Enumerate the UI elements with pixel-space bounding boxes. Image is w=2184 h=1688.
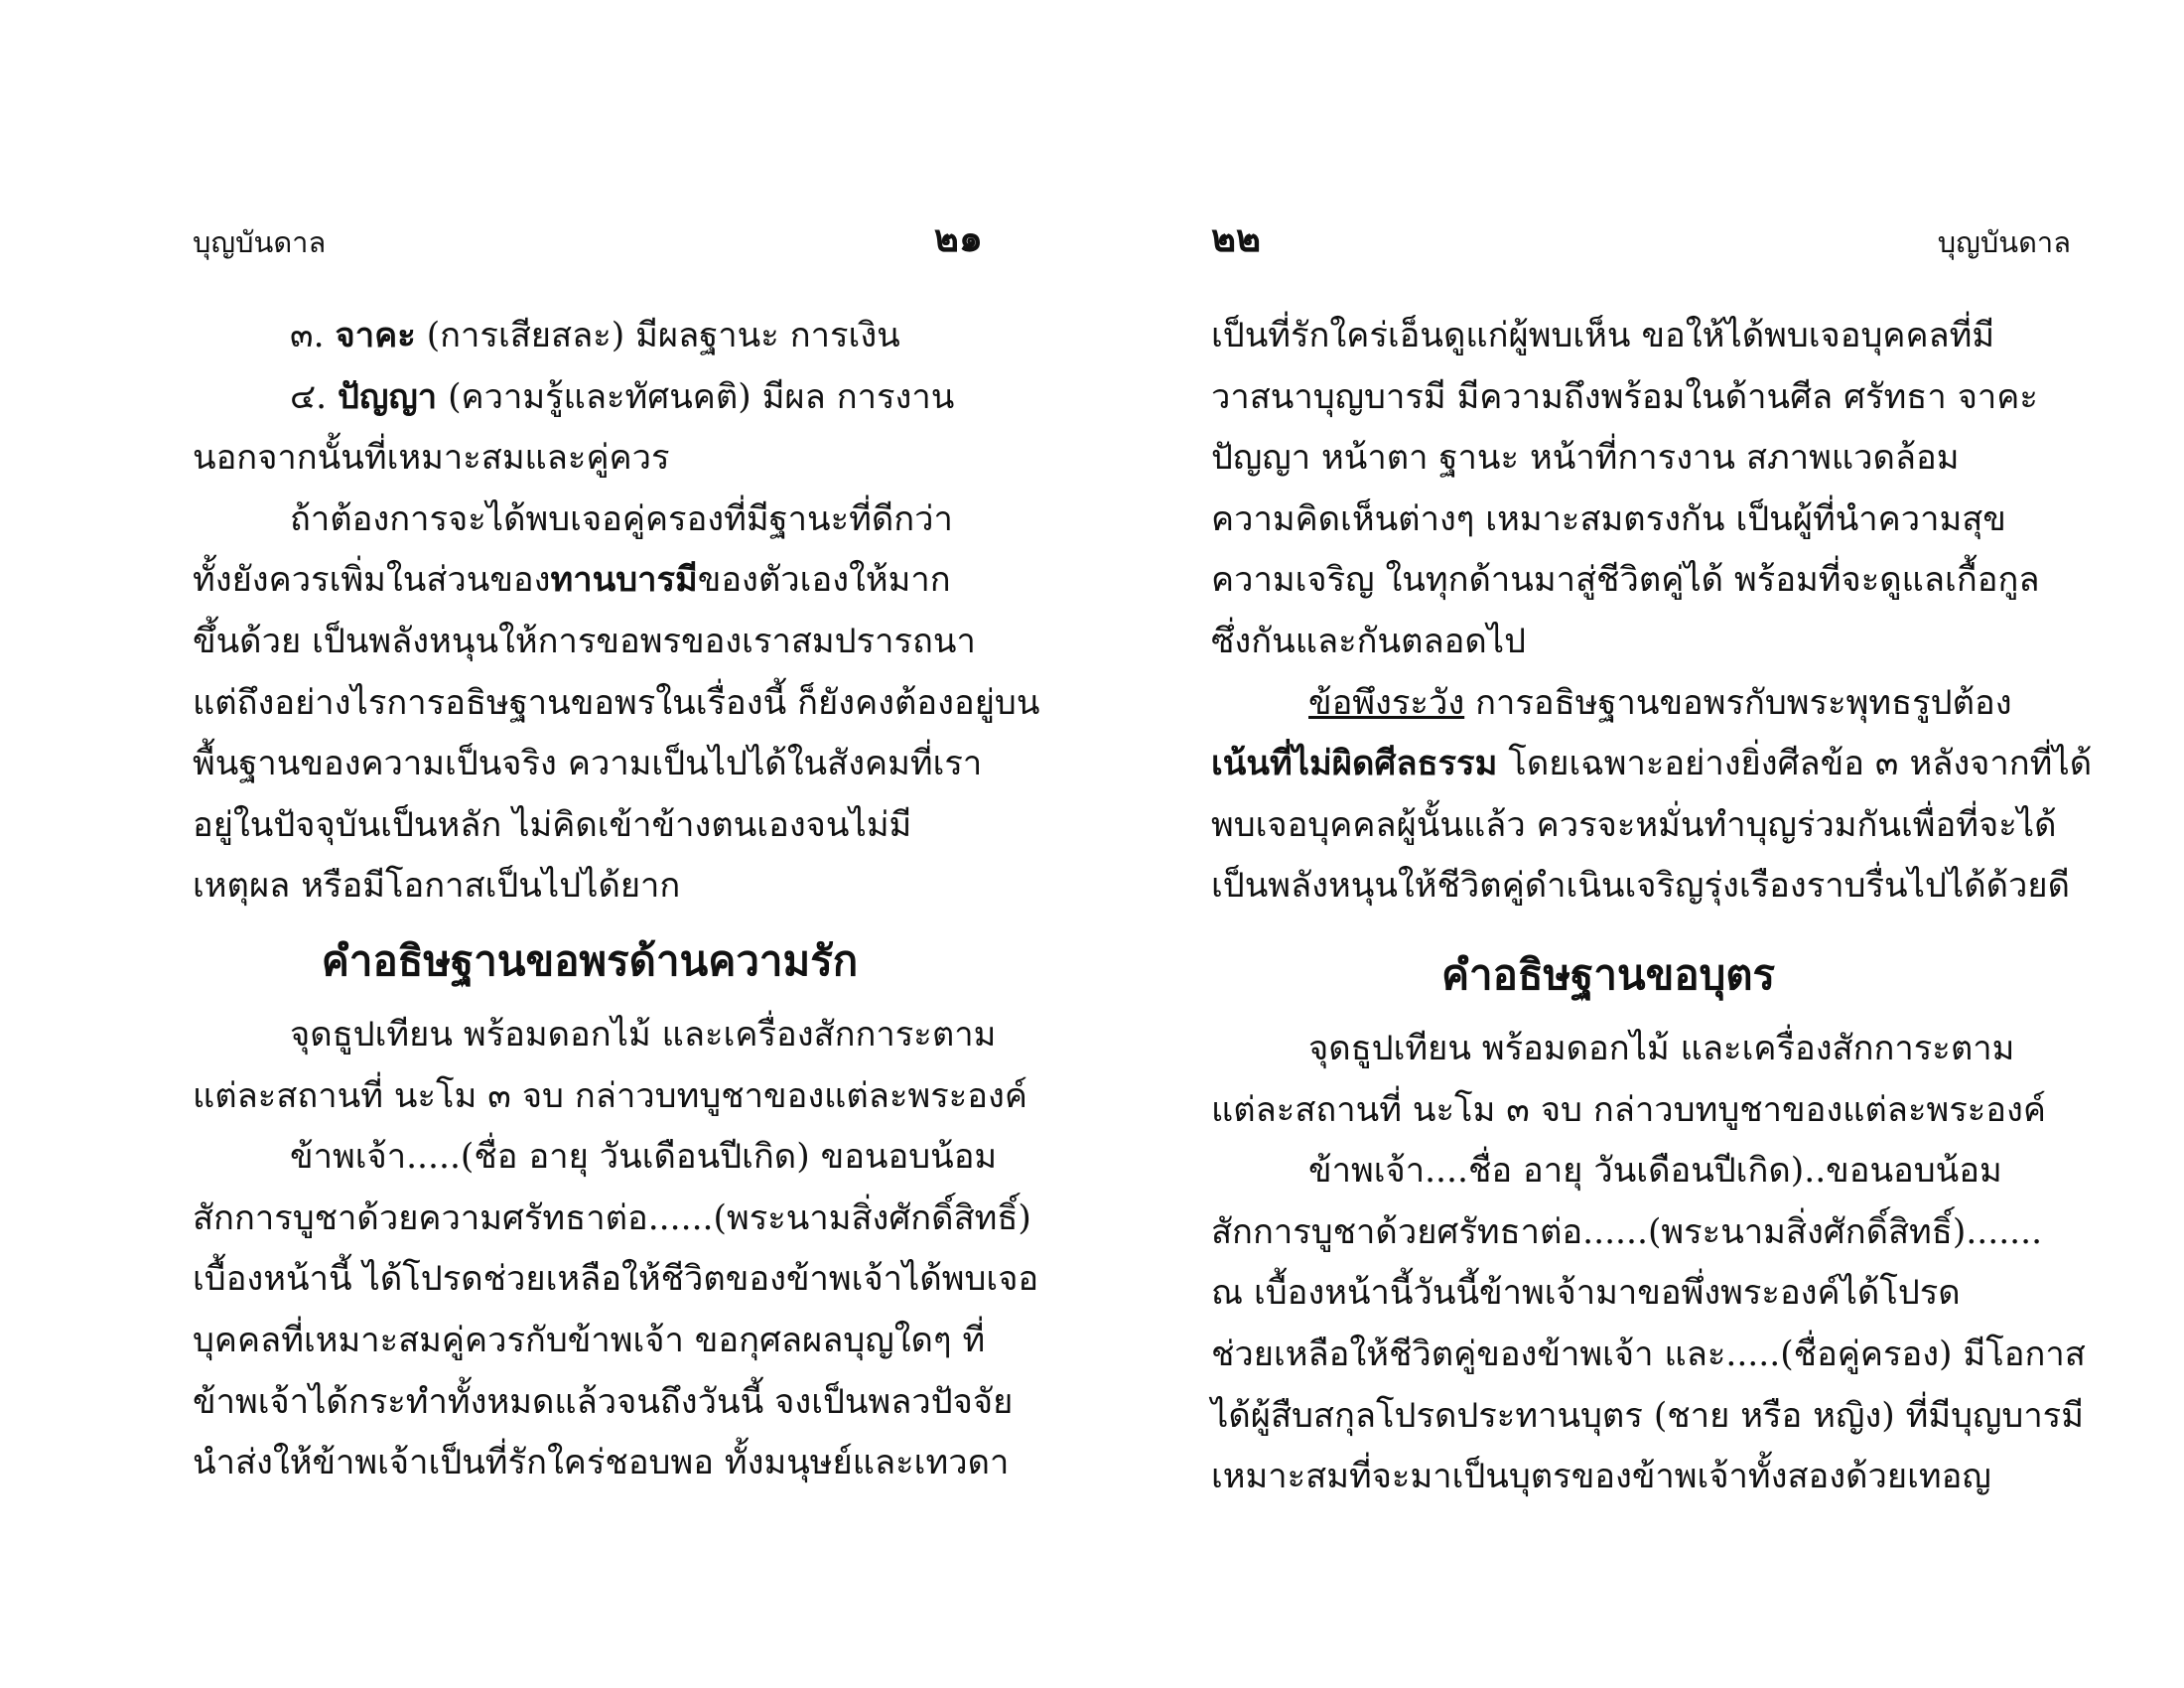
text-line bbox=[193, 367, 987, 429]
text-line: เบื้องหน้านี้ ได้โปรดช่วยเหลือให้ชีวิตของข้าพเจ้าได้พบเจอ bbox=[193, 1259, 1039, 1300]
text-line: ถ้าต้องการจะได้พบเจอคู่ครองที่มีฐานะที่ดีกว่า bbox=[290, 498, 953, 539]
text-line: พื้นฐานของความเป็นจริง ความเป็นไปได้ในสังคมที่เรา bbox=[193, 744, 983, 784]
text-line: ข้าพเจ้า.....(ชื่อ อายุ วันเดือนปีเกิด) ขอนอบน้อม bbox=[290, 1137, 998, 1178]
text-line bbox=[193, 306, 987, 367]
text-line: เหตุผล หรือมีโอกาสเป็นไปได้ยาก bbox=[193, 866, 681, 907]
text-span: (การเสียสละ) มีผลฐานะ การเงิน bbox=[415, 316, 900, 355]
text-line: จุดธูปเทียน พร้อมดอกไม้ และเครื่องสักการะตาม bbox=[290, 1014, 997, 1055]
text-line: ข้าพเจ้า....ชื่อ อายุ วันเดือนปีเกิด)..ขอนอบน้อม bbox=[1308, 1151, 2002, 1192]
text-line: ขึ้นด้วย เป็นพลังหนุนให้การขอพรของเราสมปรารถนา bbox=[193, 621, 976, 661]
section-heading: คำอธิษฐานขอบุตร bbox=[1440, 949, 1776, 999]
text-line: นอกจากนั้นที่เหมาะสมและคู่ควร bbox=[193, 438, 670, 479]
bold-term: เน้นที่ไม่ผิดศีลธรรม bbox=[1211, 744, 1498, 784]
text-span: ของตัวเองให้มาก bbox=[697, 560, 951, 601]
text-line: บุคคลที่เหมาะสมคู่ควรกับข้าพเจ้า ขอกุศลผลบุญใดๆ ที่ bbox=[193, 1320, 986, 1360]
bold-term: ทานบารมี bbox=[550, 560, 698, 601]
text-span: โดยเฉพาะอย่างยิ่งศีลข้อ ๓ หลังจากที่ได้ bbox=[1497, 744, 2093, 784]
text-span: ๔. bbox=[290, 376, 339, 417]
text-line: ณ เบื้องหน้านี้วันนี้ข้าพเจ้ามาขอพึ่งพระองค์ได้โปรด bbox=[1211, 1273, 1961, 1314]
text-line: ซึ่งกันและกันตลอดไป bbox=[1211, 621, 1527, 661]
text-line: เป็นพลังหนุนให้ชีวิตคู่ดำเนินเจริญรุ่งเรืองราบรื่นไปได้ด้วยดี bbox=[1211, 866, 2071, 907]
page-number: ๒๒ bbox=[1211, 215, 1262, 260]
text-line bbox=[193, 550, 987, 612]
text-line: ความเจริญ ในทุกด้านมาสู่ชีวิตคู่ได้ พร้อมที่จะดูแลเกื้อกูล bbox=[1211, 560, 2040, 601]
bold-term: ปัญญา bbox=[338, 376, 438, 417]
text-span: การอธิษฐานขอพรกับพระพุทธรูปต้อง bbox=[1464, 682, 2012, 723]
body-text bbox=[1211, 306, 2093, 1508]
text-line bbox=[1211, 734, 2093, 795]
caution-label: ข้อพึงระวัง bbox=[1308, 682, 1465, 723]
text-line: จุดธูปเทียน พร้อมดอกไม้ และเครื่องสักการะตาม bbox=[1308, 1028, 2015, 1068]
text-line: แต่ละสถานที่ นะโม ๓ จบ กล่าวบทบูชาของแต่ละพระองค์ bbox=[193, 1075, 1027, 1116]
bold-term: จาคะ bbox=[335, 316, 416, 355]
text-line: ปัญญา หน้าตา ฐานะ หน้าที่การงาน สภาพแวดล้อม bbox=[1211, 438, 1960, 479]
text-line: วาสนาบุญบารมี มีความถึงพร้อมในด้านศีล ศรัทธา จาคะ bbox=[1211, 376, 2038, 417]
running-head: บุญบันดาล bbox=[1937, 225, 2071, 259]
text-line bbox=[1211, 673, 2012, 735]
text-span: (ความรู้และทัศนคติ) มีผล การงาน bbox=[437, 376, 955, 417]
text-line: ข้าพเจ้าได้กระทำทั้งหมดแล้วจนถึงวันนี้ จงเป็นพลวปัจจัย bbox=[193, 1381, 1014, 1422]
text-line: เหมาะสมที่จะมาเป็นบุตรของข้าพเจ้าทั้งสองด้วยเทอญ bbox=[1211, 1457, 1991, 1497]
page-number: ๒๑ bbox=[933, 215, 983, 260]
text-line: พบเจอบุคคลผู้นั้นแล้ว ควรจะหมั่นทำบุญร่วมกันเพื่อที่จะได้ bbox=[1211, 804, 2057, 845]
right-page bbox=[1092, 0, 2184, 1688]
text-line: ได้ผู้สืบสกุลโปรดประทานบุตร (ชาย หรือ หญิง) ที่มีบุญบารมี bbox=[1211, 1395, 2084, 1436]
text-line: สักการบูชาด้วยศรัทธาต่อ......(พระนามสิ่งศักดิ์สิทธิ์)....... bbox=[1211, 1211, 2043, 1252]
text-line: นำส่งให้ข้าพเจ้าเป็นที่รักใคร่ชอบพอ ทั้งมนุษย์และเทวดา bbox=[193, 1443, 1010, 1483]
text-line: ช่วยเหลือให้ชีวิตคู่ของข้าพเจ้า และ.....(ชื่อคู่ครอง) มีโอกาส bbox=[1211, 1334, 2086, 1374]
text-line: อยู่ในปัจจุบันเป็นหลัก ไม่คิดเข้าข้างตนเองจนไม่มี bbox=[193, 804, 912, 845]
text-span: ทั้งยังควรเพิ่มในส่วนของ bbox=[193, 560, 551, 601]
text-line: ความคิดเห็นต่างๆ เหมาะสมตรงกัน เป็นผู้ที่นำความสุข bbox=[1211, 498, 2006, 539]
text-line: สักการบูชาด้วยความศรัทธาต่อ......(พระนามสิ่งศักดิ์สิทธิ์) bbox=[193, 1197, 1031, 1238]
text-line: แต่ละสถานที่ นะโม ๓ จบ กล่าวบทบูชาของแต่ละพระองค์ bbox=[1211, 1089, 2046, 1130]
text-span: ๓. bbox=[290, 316, 336, 355]
body-text bbox=[193, 306, 1040, 1494]
running-head: บุญบันดาล bbox=[193, 225, 327, 259]
section-heading: คำอธิษฐานขอพรด้านความรัก bbox=[321, 935, 859, 985]
text-line: แต่ถึงอย่างไรการอธิษฐานขอพรในเรื่องนี้ ก็ยังคงต้องอยู่บน bbox=[193, 682, 1040, 723]
text-line: เป็นที่รักใคร่เอ็นดูแก่ผู้พบเห็น ขอให้ได้พบเจอบุคคลที่มี bbox=[1211, 316, 1995, 355]
